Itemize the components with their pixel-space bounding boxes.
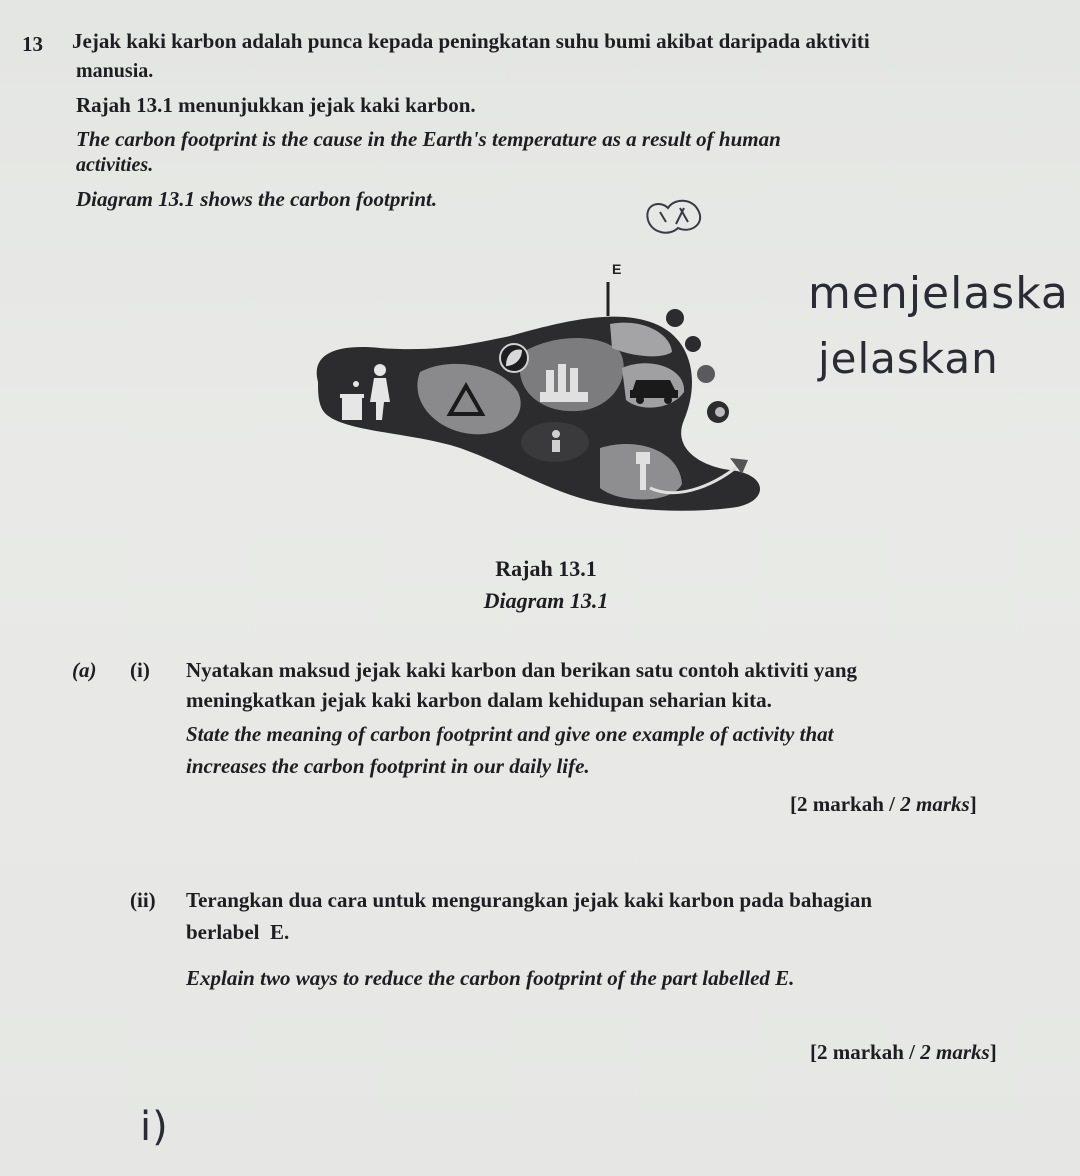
worker-icon	[552, 430, 560, 452]
intro-ms-line1: Jejak kaki karbon adalah punca kepada peningkatan suhu bumi akibat daripada aktiviti	[72, 29, 870, 53]
rajah-description-ms: Rajah 13.1 menunjukkan jejak kaki karbon.	[76, 93, 476, 117]
part-ii-label: (ii)	[130, 888, 156, 912]
part-a-i-marks: [2 markah / 2 marks]	[790, 792, 977, 816]
carbon-footprint-diagram	[300, 252, 790, 522]
question-number: 13	[22, 32, 43, 56]
part-a-ii-marks: [2 markah / 2 marks]	[810, 1040, 997, 1064]
part-i-label: (i)	[130, 658, 150, 682]
part-a-i-en-line2: increases the carbon footprint in our daily life.	[186, 754, 590, 778]
scribble-mark	[640, 194, 710, 238]
handwritten-answer-mark: i)	[140, 1104, 169, 1150]
part-a-ii-ms-line2: berlabel E.	[186, 920, 290, 944]
part-a-ii-en-line1: Explain two ways to reduce the carbon footprint of the part labelled E.	[186, 966, 795, 990]
intro-en-line1: The carbon footprint is the cause in the Earth's temperature as a result of human	[76, 127, 781, 151]
leaf-icon	[500, 344, 528, 372]
toe-2	[685, 336, 701, 352]
part-a-i-ms-line1: Nyatakan maksud jejak kaki karbon dan berikan satu contoh aktiviti yang	[186, 658, 857, 682]
toe-1	[666, 309, 684, 327]
intro-ms-line2: manusia.	[76, 60, 154, 82]
toe-3	[697, 365, 715, 383]
handwritten-note-2: jelaskan	[818, 334, 999, 383]
caption-ms: Rajah 13.1	[495, 556, 597, 581]
toe-4-inner	[715, 407, 725, 417]
part-a-i-en-line1: State the meaning of carbon footprint and give one example of activity that	[186, 722, 834, 746]
part-a-ii-ms-line1: Terangkan dua cara untuk mengurangkan jejak kaki karbon pada bahagian	[186, 888, 873, 912]
part-a-label: (a)	[72, 658, 97, 682]
intro-en-line2: activities.	[76, 154, 154, 176]
handwritten-note-1: menjelaska	[808, 268, 1069, 319]
label-e: E	[612, 261, 622, 277]
diagram-description-en: Diagram 13.1 shows the carbon footprint.	[76, 187, 438, 211]
part-a-i-ms-line2: meningkatkan jejak kaki karbon dalam kehidupan seharian kita.	[186, 688, 772, 712]
caption-en: Diagram 13.1	[483, 588, 609, 613]
